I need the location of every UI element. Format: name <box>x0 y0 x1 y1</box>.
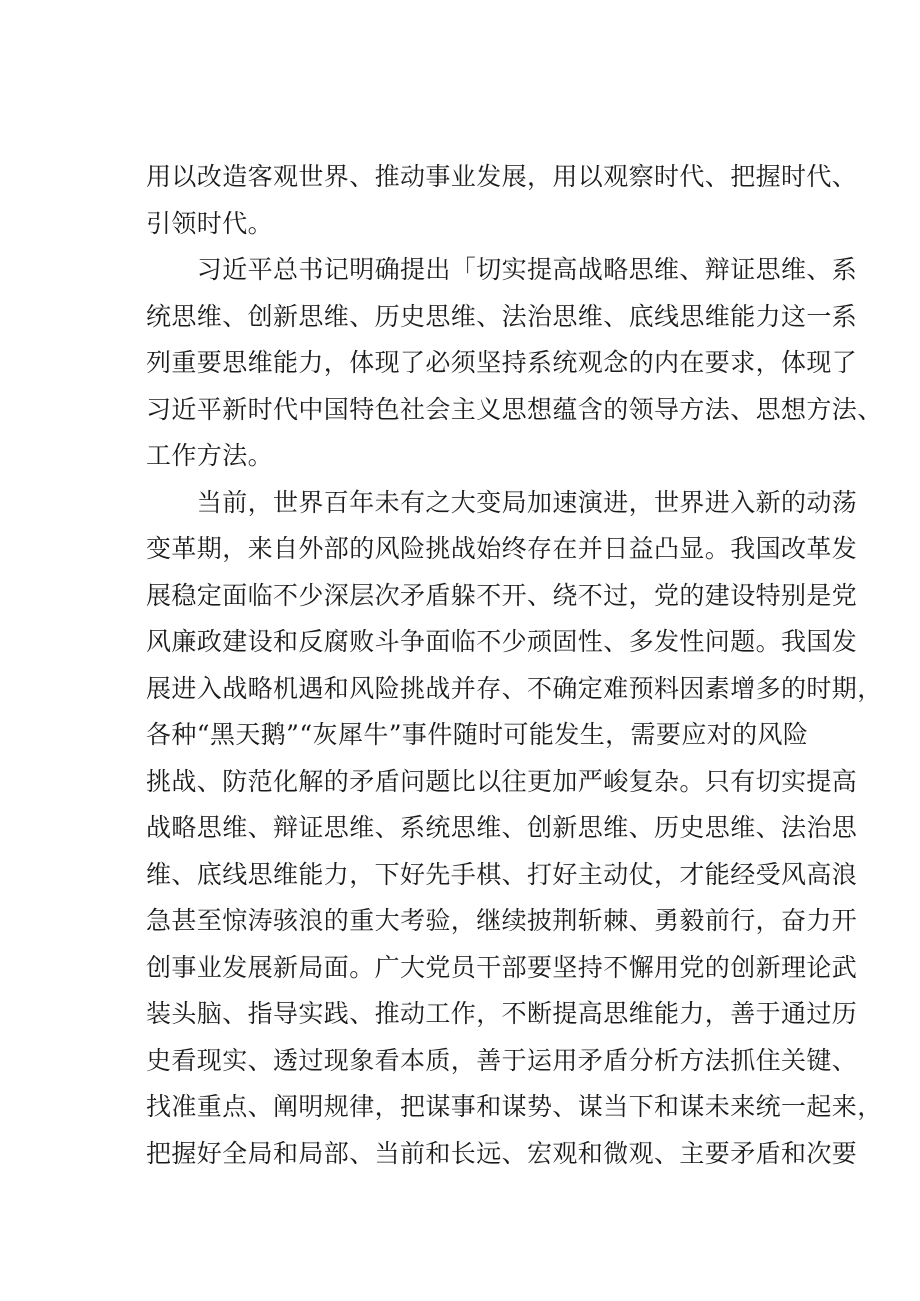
text-line: 战略思维、辩证思维、系统思维、创新思维、历史思维、法治思 <box>146 813 858 842</box>
text-line: 用以改造客观世界、推动事业发展，用以观察时代、把握时代、 <box>146 162 858 191</box>
text-line: 展稳定面临不少深层次矛盾躲不开、绕不过，党的建设特别是党 <box>146 580 858 610</box>
text-line: 当前，世界百年未有之大变局加速演进，世界进入新的动荡 <box>146 487 858 517</box>
text-line: 展进入战略机遇和风险挑战并存、不确定难预料因素增多的时期， <box>146 673 883 703</box>
text-line: 习近平新时代中国特色社会主义思想蕴含的领导方法、思想方法、 <box>146 394 883 424</box>
text-line: 变革期，来自外部的风险挑战始终存在并日益凸显。我国改革发 <box>146 534 858 563</box>
text-line: 引领时代。 <box>146 208 274 238</box>
text-line: 统思维、创新思维、历史思维、法治思维、底线思维能力这一系 <box>146 301 858 331</box>
text-line: 各种“黑天鹅”“灰犀牛”事件随时可能发生，需要应对的风险 <box>146 720 809 749</box>
text-line: 找准重点、阐明规律，把谋事和谋势、谋当下和谋未来统一起来， <box>146 1092 883 1121</box>
text-line: 急甚至惊涛骇浪的重大考验，继续披荆斩棘、勇毅前行，奋力开 <box>146 906 858 935</box>
body-text <box>146 154 883 1177</box>
text-line: 习近平总书记明确提出「切实提高战略思维、辩证思维、系 <box>146 255 858 284</box>
text-line: 装头脑、指导实践、推动工作，不断提高思维能力，善于通过历 <box>146 999 858 1028</box>
text-line: 创事业发展新局面。广大党员干部要坚持不懈用党的创新理论武 <box>146 952 858 982</box>
text-line: 挑战、防范化解的矛盾问题比以往更加严峻复杂。只有切实提高 <box>146 766 858 796</box>
text-line: 把握好全局和局部、当前和长远、宏观和微观、主要矛盾和次要 <box>146 1138 858 1168</box>
text-line: 史看现实、透过现象看本质，善于运用矛盾分析方法抓住关键、 <box>146 1045 858 1075</box>
text-line: 风廉政建设和反腐败斗争面临不少顽固性、多发性问题。我国发 <box>146 627 858 656</box>
text-line: 工作方法。 <box>146 441 274 470</box>
text-line: 维、底线思维能力，下好先手棋、打好主动仗，才能经受风高浪 <box>146 859 858 889</box>
text-line: 列重要思维能力，体现了必须坚持系统观念的内在要求，体现了 <box>146 348 858 377</box>
